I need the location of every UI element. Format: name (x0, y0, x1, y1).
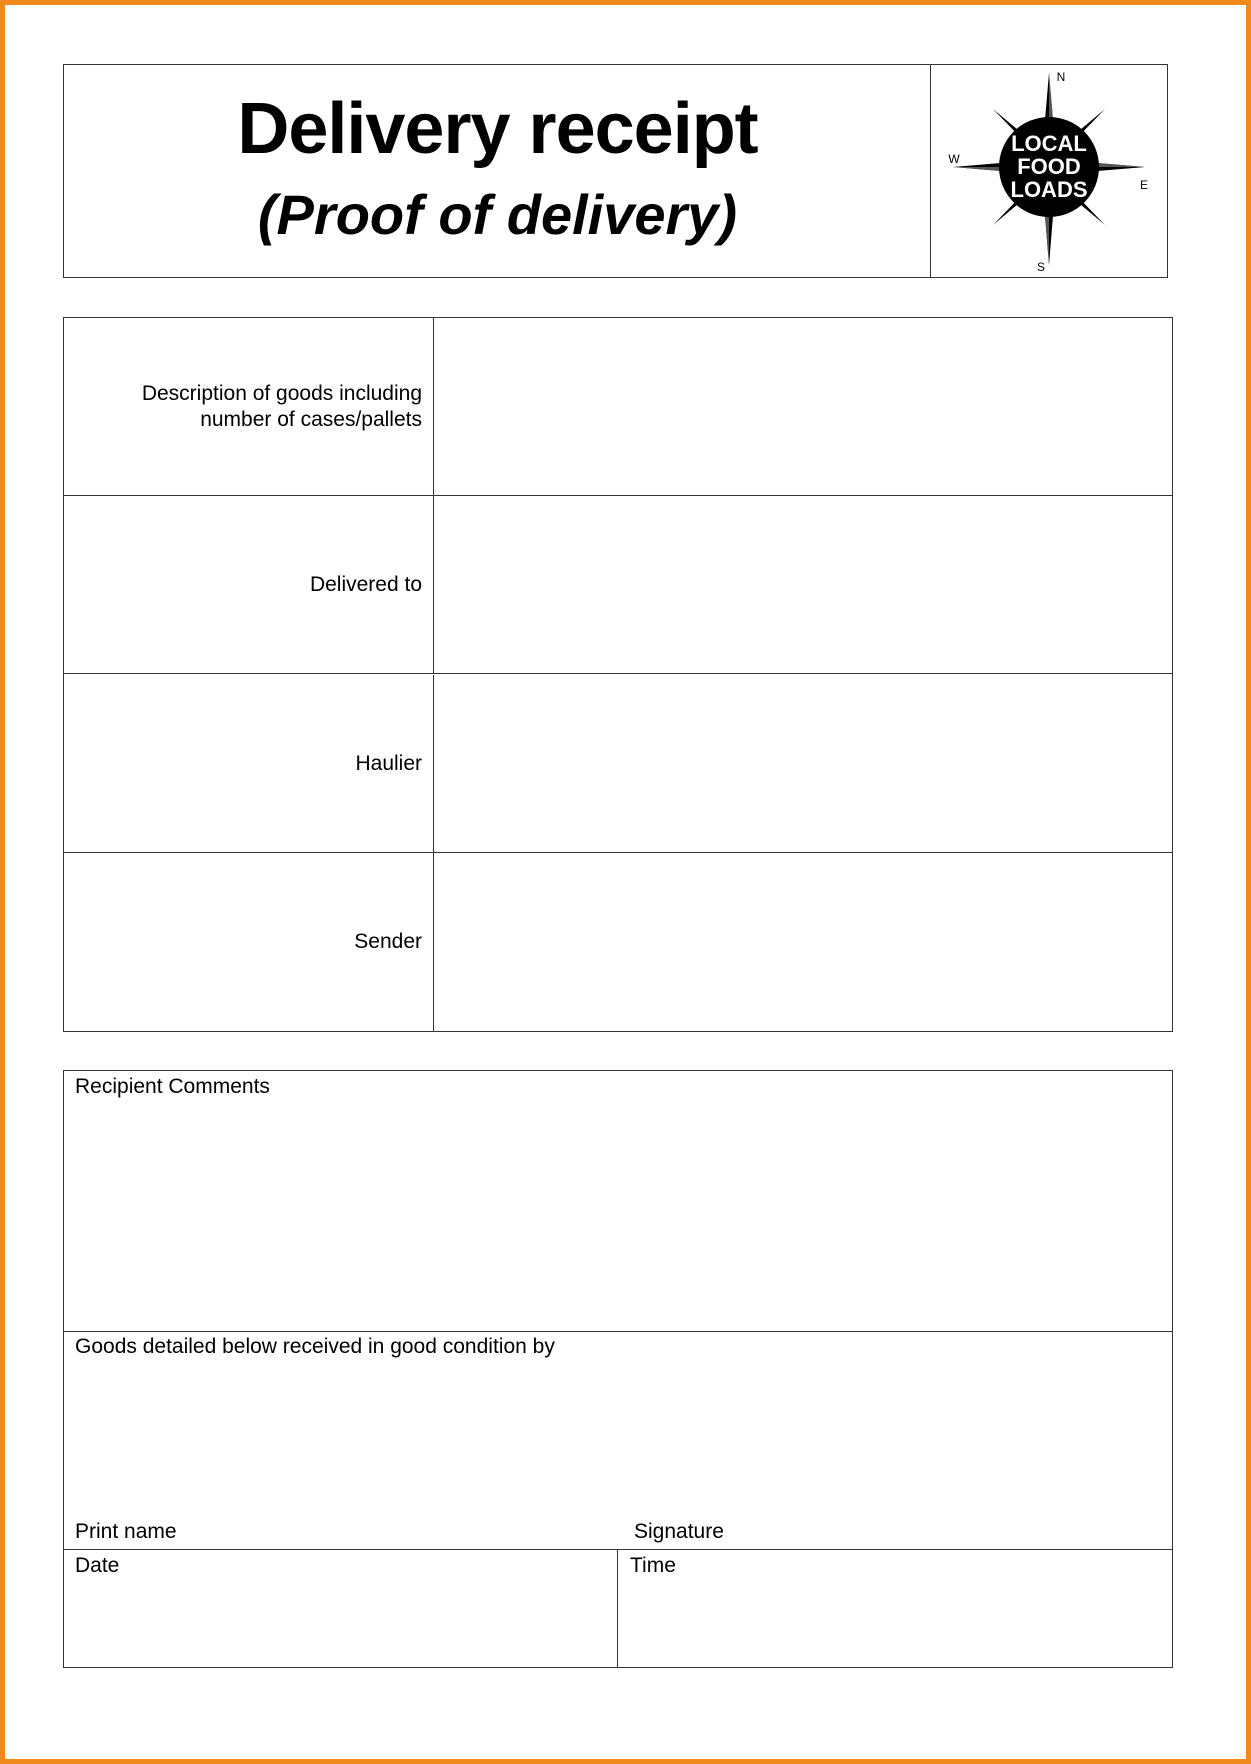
goods-description-label-line-2: number of cases/pallets (200, 407, 422, 431)
date-field[interactable] (64, 1550, 617, 1667)
haulier-field[interactable] (434, 675, 1172, 852)
sender-field[interactable] (434, 853, 1172, 1031)
recipient-section (63, 1070, 1173, 1668)
received-statement: Goods detailed below received in good condition by (75, 1335, 555, 1358)
haulier-label: Haulier (64, 675, 434, 852)
print-name-field[interactable] (64, 1371, 614, 1549)
table-row (64, 853, 1172, 1031)
compass-rose-icon (931, 65, 1167, 277)
delivered-to-label: Delivered to (64, 496, 434, 673)
delivered-to-field[interactable] (434, 496, 1172, 673)
compass-north-label: N (1056, 70, 1066, 84)
compass-west-label: W (948, 152, 960, 166)
document-title: Delivery receipt (237, 89, 758, 169)
local-food-loads-logo (931, 65, 1167, 277)
table-row (64, 496, 1172, 674)
header (63, 64, 1168, 278)
time-label: Time (630, 1554, 676, 1577)
print-name-label: Print name (75, 1520, 177, 1543)
compass-south-label: S (1036, 260, 1046, 274)
delivery-details-table (63, 317, 1173, 1032)
table-row (64, 318, 1172, 496)
divider (64, 1331, 1172, 1332)
goods-description-label-line-1: Description of goods including (141, 381, 422, 405)
recipient-comments-label: Recipient Comments (75, 1075, 270, 1098)
recipient-comments-field[interactable] (64, 1071, 1172, 1331)
time-field[interactable] (618, 1550, 1172, 1667)
signature-label: Signature (634, 1520, 724, 1543)
logo-line-3: LOADS (1010, 177, 1088, 202)
table-row (64, 675, 1172, 853)
goods-description-field[interactable] (434, 318, 1172, 495)
sender-label: Sender (64, 853, 434, 1031)
goods-description-label (64, 318, 434, 495)
signature-field[interactable] (622, 1371, 1172, 1549)
date-label: Date (75, 1554, 120, 1577)
logo-line-2: FOOD (1017, 154, 1081, 179)
logo-line-1: LOCAL (1011, 131, 1087, 156)
title-cell (64, 65, 931, 277)
document-subtitle: (Proof of delivery) (257, 183, 738, 246)
compass-east-label: E (1139, 178, 1149, 192)
